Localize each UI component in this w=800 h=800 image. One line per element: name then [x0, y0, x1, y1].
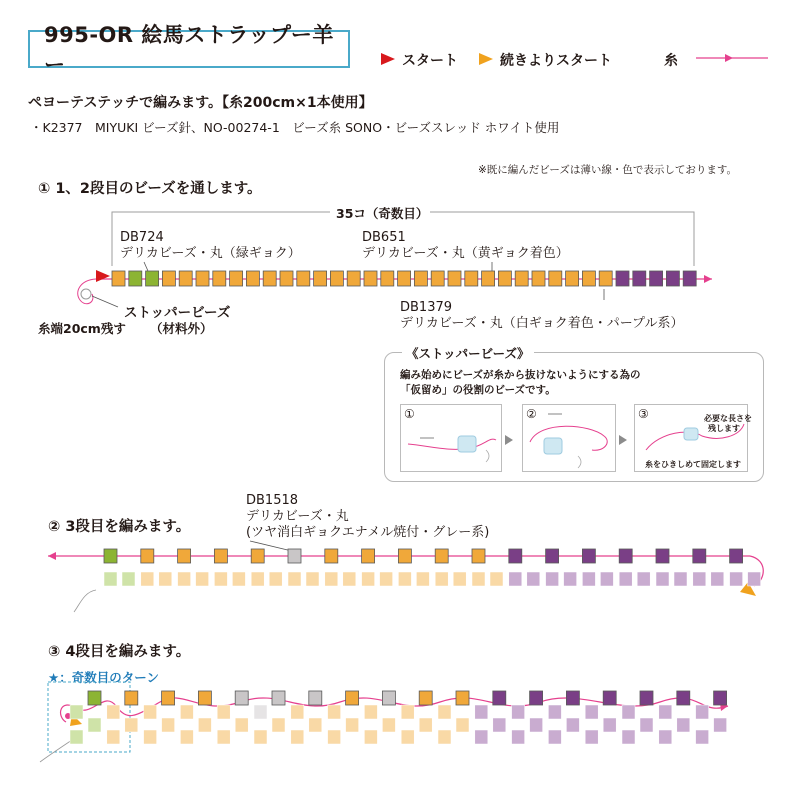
bead-orange	[214, 549, 227, 563]
faded-bead-purple	[585, 705, 598, 719]
legend-continue-label: 続きよりスタート	[500, 53, 612, 69]
bead2-code: DB651	[362, 230, 406, 245]
bead-orange	[196, 271, 209, 286]
bead-purple	[683, 271, 696, 286]
bead-orange	[347, 271, 360, 286]
step2-thread-arrow-icon	[48, 552, 56, 560]
step1-bead-row	[112, 271, 696, 286]
bead-purple	[546, 549, 559, 563]
stopper-panel-3-num: ③	[638, 407, 649, 421]
faded-bead-purple	[512, 730, 525, 744]
step1-title: ① 1、2段目のビーズを通します。	[38, 181, 262, 197]
bead-orange	[251, 549, 264, 563]
faded-bead-purple	[696, 730, 709, 744]
faded-bead-purple	[693, 572, 706, 586]
bead-gray	[235, 691, 248, 705]
faded-bead-purple	[603, 718, 616, 732]
stopper-label: ストッパービーズ	[124, 305, 231, 321]
faded-bead-orange	[453, 572, 466, 586]
faded-bead-orange	[343, 572, 356, 586]
faded-bead-orange	[382, 718, 395, 732]
step3-title: ③ 4段目を編みます。	[48, 644, 191, 660]
faded-bead-orange	[380, 572, 393, 586]
bead-orange	[456, 691, 469, 705]
stopper-panel-2-num: ②	[526, 407, 537, 421]
bead-gray	[288, 549, 301, 563]
bead-purple	[616, 271, 629, 286]
bead-orange	[431, 271, 444, 286]
bead-purple	[566, 691, 579, 705]
faded-bead-orange	[364, 705, 377, 719]
faded-bead-orange	[125, 718, 138, 732]
faded-bead-purple	[546, 572, 559, 586]
bead-green	[88, 691, 101, 705]
legend-start-label: スタート	[402, 53, 458, 69]
legend-note: ※既に編んだビーズは薄い線・色で表示しております。	[478, 164, 738, 176]
bead-orange	[515, 271, 528, 286]
faded-bead-purple	[582, 572, 595, 586]
bead-orange	[472, 549, 485, 563]
bead-purple	[619, 549, 632, 563]
bead-green	[104, 549, 117, 563]
bead-orange	[414, 271, 427, 286]
bead-orange	[330, 271, 343, 286]
turn-label: ★：奇数目のターン	[48, 670, 159, 685]
bead-purple	[666, 271, 679, 286]
bead-purple	[603, 691, 616, 705]
legend-thread-arrow-icon	[725, 54, 733, 62]
bead-orange	[280, 271, 293, 286]
faded-bead-purple	[711, 572, 724, 586]
bead-purple	[530, 691, 543, 705]
stopper-bead-icon	[81, 289, 91, 299]
faded-bead-purple	[548, 705, 561, 719]
faded-bead-orange	[180, 705, 193, 719]
faded-bead-orange	[325, 572, 338, 586]
faded-bead-purple	[659, 730, 672, 744]
faded-bead-purple	[566, 718, 579, 732]
stopper-panel-1-illustration	[408, 436, 496, 462]
faded-bead-orange	[107, 705, 120, 719]
step3-bead-rows	[70, 691, 727, 744]
tail-label: 糸端20cm残す	[38, 321, 126, 336]
bead4-desc: (ツヤ消白ギョクエナメル焼付・グレー系)	[246, 525, 490, 540]
bead-orange	[582, 271, 595, 286]
faded-bead-green	[70, 730, 83, 744]
stopper-desc-line2: 「仮留め」の役割のビーズです。	[400, 384, 556, 396]
faded-bead-purple	[714, 718, 727, 732]
faded-bead-orange	[144, 705, 157, 719]
faded-bead-orange	[107, 730, 120, 744]
bead-gray	[382, 691, 395, 705]
faded-bead-orange	[235, 718, 248, 732]
faded-bead-orange	[490, 572, 503, 586]
bead1-leader	[144, 262, 148, 271]
faded-bead-orange	[214, 572, 227, 586]
bead-purple	[677, 691, 690, 705]
faded-bead-purple	[674, 572, 687, 586]
faded-bead-orange	[251, 572, 264, 586]
faded-bead-orange	[401, 730, 414, 744]
stopper-desc-line1: 編み始めにビーズが糸から抜けないようにする為の	[400, 369, 641, 381]
bead-orange	[325, 549, 338, 563]
faded-bead-orange	[291, 730, 304, 744]
bead-orange	[162, 691, 175, 705]
faded-bead-purple	[640, 718, 653, 732]
faded-bead-green	[104, 572, 117, 586]
stopper-panel-3-note-2: 残します	[708, 424, 740, 433]
faded-bead-orange	[401, 705, 414, 719]
faded-bead-purple	[530, 718, 543, 732]
step1-start-icon	[96, 270, 110, 282]
bead-purple	[650, 271, 663, 286]
bead-purple	[730, 549, 743, 563]
bead-purple	[693, 549, 706, 563]
bead-orange	[178, 549, 191, 563]
faded-bead-orange	[269, 572, 282, 586]
bead-orange	[162, 271, 175, 286]
bead-orange	[398, 549, 411, 563]
faded-bead-purple	[748, 572, 761, 586]
step3-tail	[40, 740, 72, 762]
bead-orange	[246, 271, 259, 286]
bead1-name: デリカビーズ・丸（緑ギョク）	[120, 246, 301, 261]
faded-bead-orange	[346, 718, 359, 732]
faded-bead-orange	[288, 572, 301, 586]
stopper-box-title: 《ストッパービーズ》	[402, 344, 534, 362]
bead1-code: DB724	[120, 230, 164, 245]
bead-purple	[714, 691, 727, 705]
faded-bead-purple	[585, 730, 598, 744]
faded-bead-orange	[419, 718, 432, 732]
faded-bead-orange	[328, 705, 341, 719]
bead-orange	[179, 271, 192, 286]
bead-orange	[213, 271, 226, 286]
bead3-code: DB1379	[400, 300, 453, 315]
faded-bead-orange	[272, 718, 285, 732]
faded-bead-purple	[475, 705, 488, 719]
faded-bead-purple	[493, 718, 506, 732]
legend-thread-label: 糸	[664, 53, 678, 69]
bead-orange	[549, 271, 562, 286]
stopper-panel-1-num: ①	[404, 407, 415, 421]
bead-orange	[419, 691, 432, 705]
stopper-panel-3-caption: 糸をひきしめて固定します	[645, 460, 741, 469]
faded-bead-purple	[600, 572, 613, 586]
faded-bead-purple	[696, 705, 709, 719]
step1-thread-end-arrow-icon	[704, 275, 712, 283]
bead-orange	[381, 271, 394, 286]
faded-bead-orange	[178, 572, 191, 586]
faded-bead-purple	[677, 718, 690, 732]
stopper-panel-3-illustration	[646, 424, 744, 450]
bead-orange	[435, 549, 448, 563]
step2-tail	[74, 590, 96, 612]
bead-purple	[656, 549, 669, 563]
faded-bead-orange	[159, 572, 172, 586]
arrow-right-icon	[619, 435, 627, 445]
bead-gray	[309, 691, 322, 705]
faded-bead-purple	[564, 572, 577, 586]
step2-bead-rows	[104, 549, 761, 586]
bead-orange	[532, 271, 545, 286]
bead-orange	[314, 271, 327, 286]
bead-orange	[198, 691, 211, 705]
faded-bead-purple	[509, 572, 522, 586]
faded-bead-orange	[309, 718, 322, 732]
faded-bead-orange	[196, 572, 209, 586]
bead-orange	[465, 271, 478, 286]
faded-bead-green	[70, 705, 83, 719]
faded-bead-orange	[364, 730, 377, 744]
faded-bead-orange	[416, 572, 429, 586]
intro-lead: ペヨーテステッチで編みます。【糸200cm×1本使用】	[28, 95, 373, 111]
faded-bead-orange	[254, 730, 267, 744]
faded-bead-purple	[730, 572, 743, 586]
bead4-name: デリカビーズ・丸	[246, 509, 349, 524]
bead-purple	[493, 691, 506, 705]
step1-count-label: 35コ（奇数目）	[336, 206, 429, 221]
faded-bead-orange	[291, 705, 304, 719]
faded-bead-purple	[512, 705, 525, 719]
arrow-right-icon	[505, 435, 513, 445]
faded-bead-orange	[456, 718, 469, 732]
faded-bead-orange	[217, 705, 230, 719]
materials-text: ・K2377 MIYUKI ビーズ針、NO-00274-1 ビーズ糸 SONO・ビーズスレッド ホワイト使用	[30, 120, 560, 135]
faded-bead-orange	[198, 718, 211, 732]
faded-bead-purple	[548, 730, 561, 744]
step2-title: ② 3段目を編みます。	[48, 519, 191, 535]
faded-bead-orange	[435, 572, 448, 586]
faded-bead-orange	[306, 572, 319, 586]
bead-purple	[640, 691, 653, 705]
faded-bead-green	[88, 718, 101, 732]
bead-orange	[482, 271, 495, 286]
faded-bead-orange	[217, 730, 230, 744]
faded-bead-orange	[144, 730, 157, 744]
faded-bead-gray	[254, 705, 267, 719]
faded-bead-purple	[619, 572, 632, 586]
bead-orange	[364, 271, 377, 286]
faded-bead-green	[122, 572, 135, 586]
faded-bead-orange	[398, 572, 411, 586]
bead2-name: デリカビーズ・丸（黄ギョク着色）	[362, 246, 569, 261]
bead-gray	[272, 691, 285, 705]
bead-green	[129, 271, 142, 286]
faded-bead-orange	[180, 730, 193, 744]
stopper-panel-3-note-1: 必要な長さを	[704, 414, 752, 423]
bead-orange	[599, 271, 612, 286]
stopper-leader	[92, 296, 118, 307]
bead-orange	[566, 271, 579, 286]
faded-bead-orange	[141, 572, 154, 586]
bead-orange	[125, 691, 138, 705]
bead-orange	[498, 271, 511, 286]
count-bracket	[112, 212, 694, 266]
outside-label: （材料外）	[150, 321, 213, 336]
faded-bead-purple	[659, 705, 672, 719]
faded-bead-purple	[475, 730, 488, 744]
faded-bead-purple	[637, 572, 650, 586]
bead-orange	[230, 271, 243, 286]
bead-orange	[398, 271, 411, 286]
bead-purple	[582, 549, 595, 563]
bead-purple	[509, 549, 522, 563]
faded-bead-orange	[438, 730, 451, 744]
faded-bead-orange	[162, 718, 175, 732]
bead-green	[146, 271, 159, 286]
faded-bead-purple	[622, 705, 635, 719]
page-title: 995-OR 絵馬ストラップー羊ー	[28, 30, 350, 68]
faded-bead-orange	[438, 705, 451, 719]
bead-orange	[362, 549, 375, 563]
bead-orange	[263, 271, 276, 286]
bead-orange	[448, 271, 461, 286]
bead4-code: DB1518	[246, 493, 299, 508]
faded-bead-purple	[656, 572, 669, 586]
bead3-name: デリカビーズ・丸（白ギョク着色・パープル系）	[400, 316, 684, 331]
faded-bead-orange	[472, 572, 485, 586]
bead-purple	[633, 271, 646, 286]
bead-orange	[112, 271, 125, 286]
faded-bead-orange	[232, 572, 245, 586]
faded-bead-purple	[622, 730, 635, 744]
bead-orange	[297, 271, 310, 286]
stopper-panel-2-illustration	[530, 414, 607, 468]
faded-bead-orange	[362, 572, 375, 586]
faded-bead-purple	[527, 572, 540, 586]
bead-orange	[141, 549, 154, 563]
bead-orange	[346, 691, 359, 705]
faded-bead-orange	[328, 730, 341, 744]
